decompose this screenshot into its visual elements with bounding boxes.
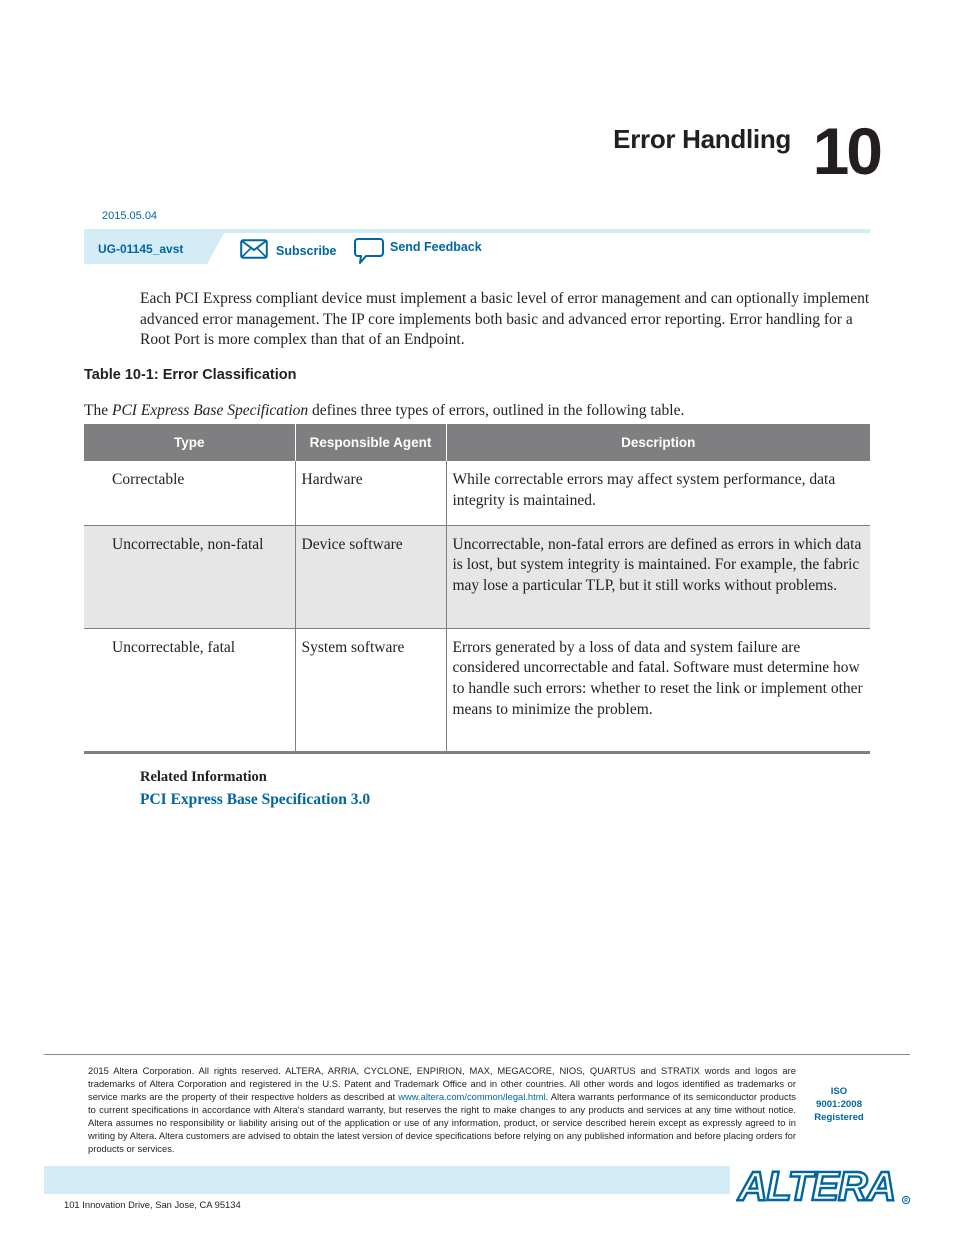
column-header-description: Description: [446, 424, 870, 461]
table-lead-suffix: defines three types of errors, outlined in the following table.: [308, 402, 685, 419]
cell-agent: System software: [295, 628, 446, 752]
cell-type: Correctable: [112, 471, 185, 488]
iso-line: ISO: [830, 1086, 848, 1097]
legal-notice: [88, 1064, 796, 1155]
cell-description: Errors generated by a loss of data and system failure are considered uncorrectable and fatal. Software must determine how to handle such errors: whether to reset the link or implement other means to minimize the problem.: [446, 628, 870, 752]
related-information-heading: Related Information: [140, 769, 267, 785]
cell-type: Uncorrectable, fatal: [84, 628, 295, 752]
table-row: [84, 461, 870, 525]
chapter-number: 10: [812, 114, 880, 188]
cell-type: Uncorrectable, non-fatal: [84, 525, 295, 628]
table-header-row: [84, 424, 870, 461]
chapter-title: Error Handling: [613, 124, 791, 154]
iso-line: Registered: [814, 1112, 864, 1123]
company-address: 101 Innovation Drive, San Jose, CA 95134: [64, 1199, 241, 1210]
cell-description: Uncorrectable, non-fatal errors are defined as errors in which data is lost, but system integrity is maintained. For example, the fabric may lose a particular TLP, but it still works without problems.: [446, 525, 870, 628]
envelope-icon[interactable]: [240, 239, 268, 264]
iso-badge: [800, 1085, 878, 1124]
cell-agent: Hardware: [295, 461, 446, 525]
table-lead-paragraph: [84, 401, 874, 422]
header-rule: [84, 229, 870, 233]
speech-bubble-icon[interactable]: [354, 237, 384, 270]
error-classification-table: [84, 424, 870, 754]
table-lead-prefix: The: [84, 402, 112, 419]
pci-spec-link[interactable]: PCI Express Base Specification 3.0: [140, 791, 371, 808]
document-date: 2015.05.04: [102, 210, 158, 222]
altera-logo: [736, 1163, 912, 1210]
send-feedback-link[interactable]: Send Feedback: [390, 240, 482, 254]
document-id: UG-01145_avst: [98, 242, 184, 256]
legal-text-part1: 2015 Altera Corporation. All rights reserved. ALTERA, ARRIA, CYCLONE, ENPIRION, MAX, MEGACORE, NIOS, QUARTUS and STRATIX words and logos are trademarks of Altera Corporation and registered in the U.S. Patent and Trademark Office and in other countries. All other words and logos identified as trademarks or service marks are the property of their respective holders as described at: [88, 1065, 796, 1102]
column-header-type: Type: [84, 424, 295, 461]
column-header-responsible-agent: Responsible Agent: [295, 424, 446, 461]
cell-description: While correctable errors may affect system performance, data integrity is maintained.: [446, 461, 870, 525]
cell-agent: Device software: [295, 525, 446, 628]
legal-text-part2: . Altera warrants performance of its semiconductor products to current specifications in accordance with Altera's standard warranty, but reserves the right to make changes to any products and services at any time without notice. Altera assumes no responsibility or liability arising out of the application or use of any information, product, or service described herein except as expressly agreed to in writing by Altera. Altera customers are advised to obtain the latest version of device specifications before relying on any published information and before placing orders for products or services.: [88, 1091, 796, 1154]
altera-logo-text: ALTERA: [738, 1163, 896, 1205]
intro-paragraph: Each PCI Express compliant device must implement a basic level of error management and can optionally implement advanced error management. The IP core implements both basic and advanced error reporting. Error handling for a Root Port is more complex than that of an Endpoint.: [140, 290, 870, 349]
spec-title-italic: PCI Express Base Specification: [111, 402, 309, 419]
subscribe-link[interactable]: Subscribe: [276, 244, 337, 258]
svg-text:R: R: [904, 1198, 908, 1204]
table-row: [84, 525, 870, 628]
table-caption: Table 10-1: Error Classification: [84, 367, 297, 383]
legal-link[interactable]: www.altera.com/common/legal.html: [398, 1091, 546, 1102]
registered-mark-icon: [902, 1196, 909, 1204]
iso-line: 9001:2008: [816, 1099, 862, 1110]
footer-rule: [44, 1054, 910, 1055]
table-row: [84, 628, 870, 752]
